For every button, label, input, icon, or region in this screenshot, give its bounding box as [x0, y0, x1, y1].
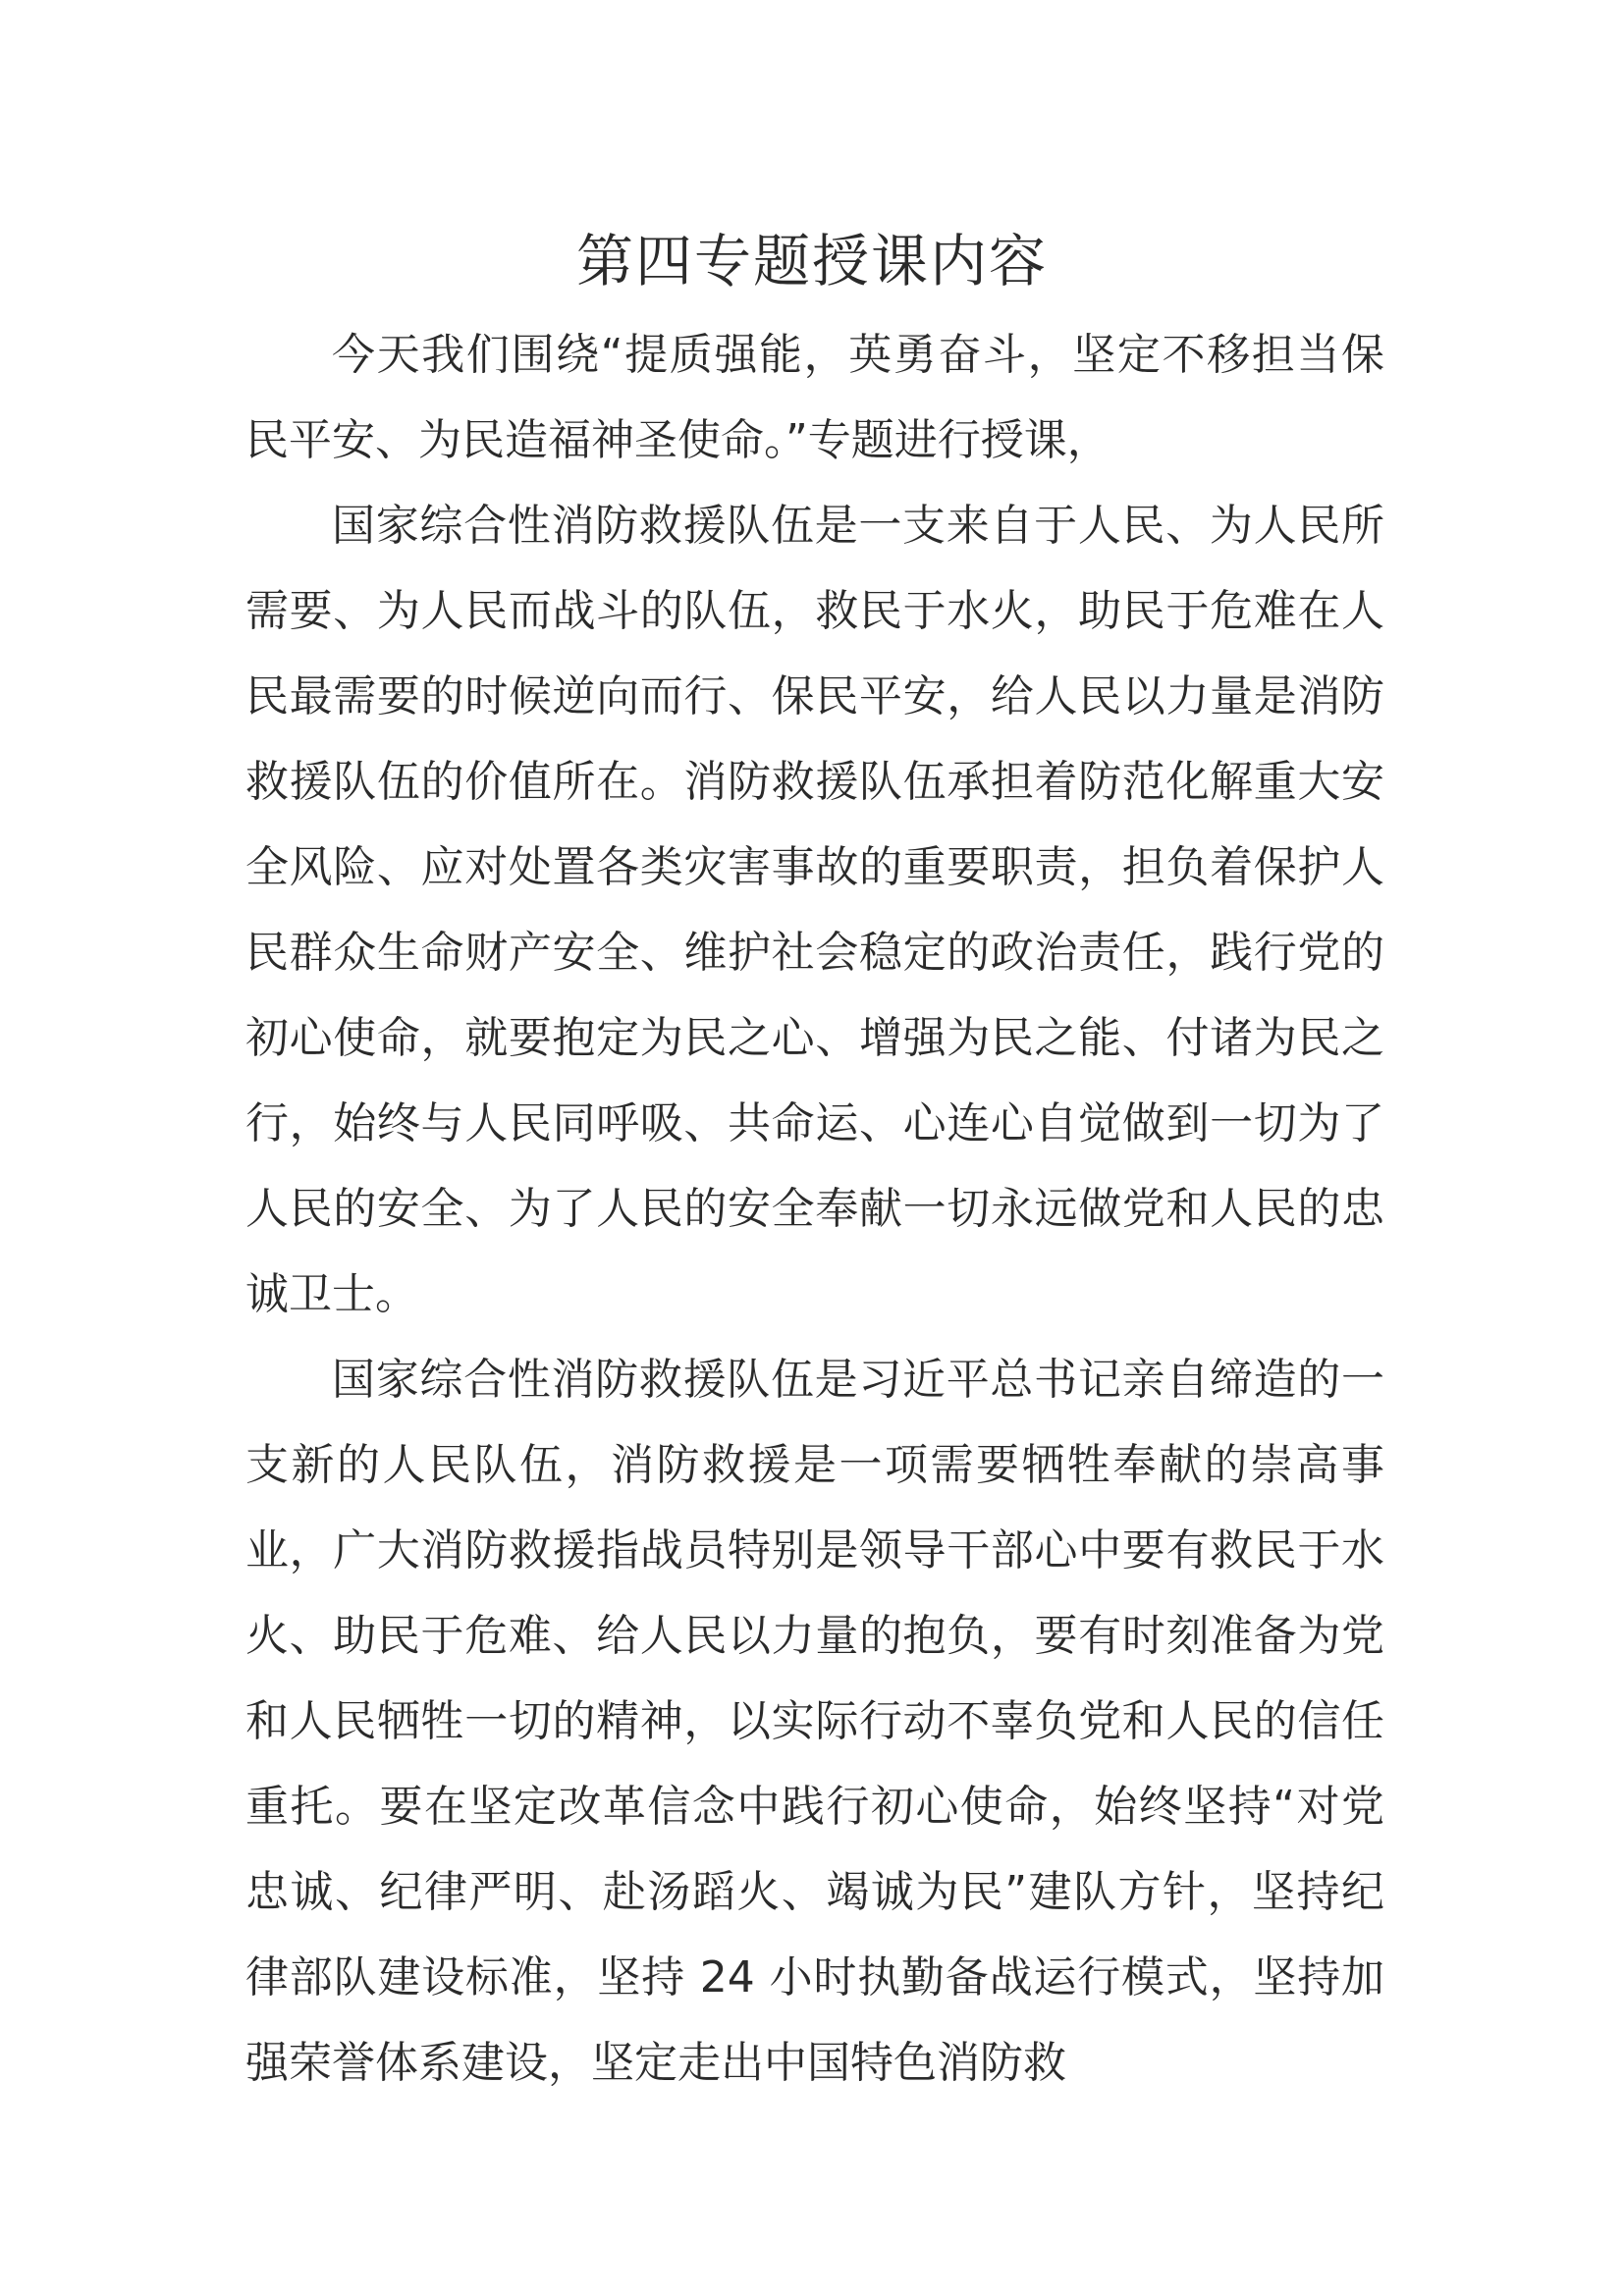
paragraph-team-value: 国家综合性消防救援队伍是一支来自于人民、为人民所需要、为人民而战斗的队伍，救民于水火，助民于危难在人民最需要的时候逆向而行、保民平安，给人民以力量是消防救援队伍的价值所在。消防救援队伍承担着防范化解重大安全风险、应对处置各类灾害事故的重要职责，担负着保护人民群众生命财产安全、维护社会稳定的政治责任，践行党的初心使命，就要抱定为民之心、增强为民之能、付诸为民之行，始终与人民同呼吸、共命运、心连心自觉做到一切为了人民的安全、为了人民的安全奉献一切永远做党和人民的忠诚卫士。 [245, 501, 1384, 1319]
paragraph-intro: 今天我们围绕“提质强能，英勇奋斗，坚定不移担当保民平安、为民造福神圣使命。”专题进行授课， [245, 330, 1384, 465]
paragraph-team-mission: 国家综合性消防救援队伍是习近平总书记亲自缔造的一支新的人民队伍，消防救援是一项需要牺牲奉献的崇高事业，广大消防救援指战员特别是领导干部心中要有救民于水火、助民于危难、给人民以力量的抱负，要有时刻准备为党和人民牺牲一切的精神，以实际行动不辜负党和人民的信任重托。要在坚定改革信念中践行初心使命，始终坚持“对党忠诚、纪律严明、赴汤蹈火、竭诚为民”建队方针，坚持纪律部队建设标准，坚持 24 小时执勤备战运行模式，坚持加强荣誉体系建设，坚定走出中国特色消防救 [245, 1355, 1384, 2088]
document-body [245, 312, 1384, 2106]
document-title: 第四专题授课内容 [575, 228, 1048, 294]
